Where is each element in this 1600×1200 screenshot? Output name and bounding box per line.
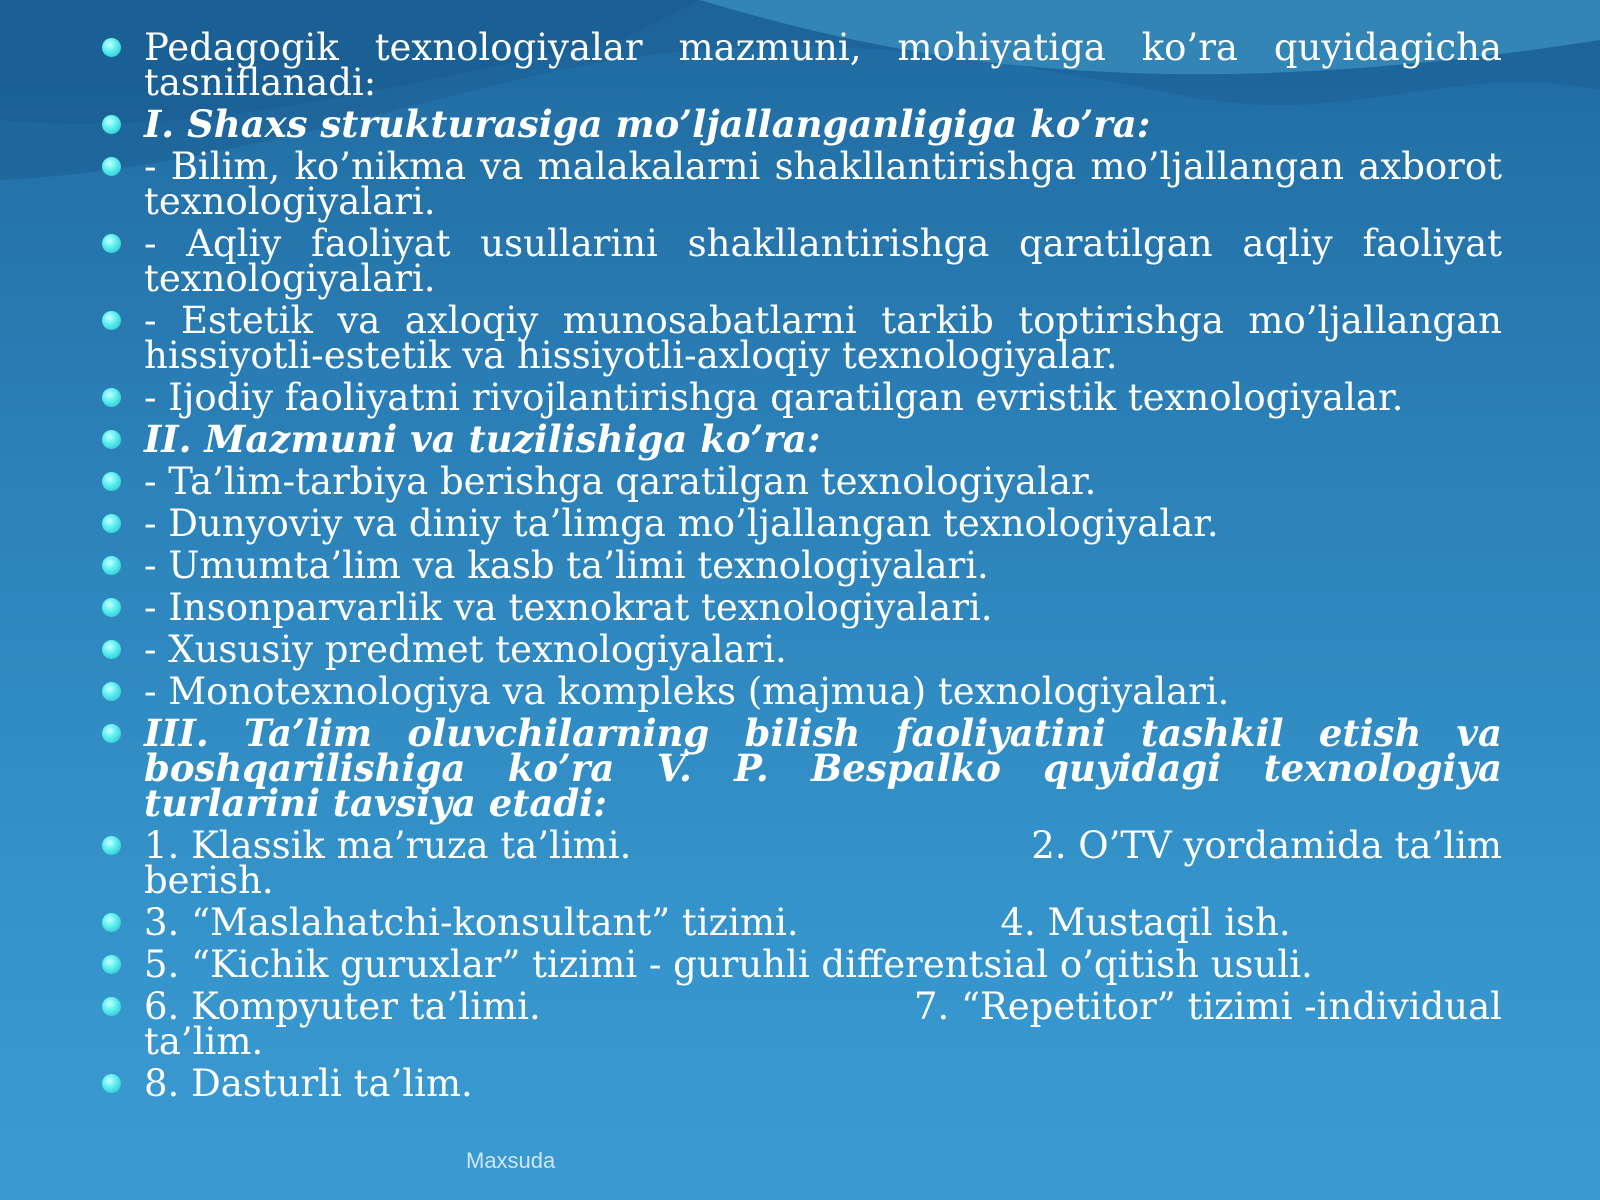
- bullet-icon: [102, 598, 121, 617]
- list-item: Pedagogik texnologiyalar mazmuni, mohiyatiga ko’ra quyidagicha tasniflanadi:: [100, 30, 1502, 100]
- list-item: - Xususiy predmet texnologiyalari.: [100, 632, 1502, 667]
- list-item: - Aqliy faoliyat usullarini shakllantirishga qaratilgan aqliy faoliyat texnologiyalari.: [100, 226, 1502, 296]
- bullet-icon: [102, 556, 121, 575]
- bullet-icon: [102, 836, 121, 855]
- list-item: 5. “Kichik guruxlar” tizimi - guruhli differentsial o’qitish usuli.: [100, 947, 1502, 982]
- list-item: - Umumta’lim va kasb ta’limi texnologiyalari.: [100, 548, 1502, 583]
- bullet-icon: [102, 234, 121, 253]
- footer-author: Maxsuda: [466, 1148, 556, 1173]
- bullet-icon: [102, 514, 121, 533]
- bullet-icon: [102, 913, 121, 932]
- list-item: - Ijodiy faoliyatni rivojlantirishga qaratilgan evristik texnologiyalar.: [100, 380, 1502, 415]
- slide-bullet-list: [100, 26, 1502, 1108]
- bullet-icon: [102, 724, 121, 743]
- list-item-pair: 1. Klassik ma’ruza ta’limi. 2. O’TV yordamida ta’lim: [144, 824, 1502, 867]
- section-heading: I. Shaxs strukturasiga mo’ljallanganligiga ko’ra:: [100, 107, 1502, 142]
- list-item: 8. Dasturli ta’lim.: [100, 1066, 1502, 1101]
- bullet-icon: [102, 472, 121, 491]
- bullet-icon: [102, 311, 121, 330]
- list-item: - Ta’lim-tarbiya berishga qaratilgan texnologiyalar.: [100, 464, 1502, 499]
- list-item: - Monotexnologiya va kompleks (majmua) texnologiyalari.: [100, 674, 1502, 709]
- section-heading: III. Ta’lim oluvchilarning bilish faoliyatini tashkil etish va boshqarilishiga ko’ra V. P. Bespalko quyidagi texnologiya turlarini tavsiya etadi:: [100, 716, 1502, 821]
- bullet-icon: [102, 955, 121, 974]
- list-item: - Bilim, ko’nikma va malakalarni shakllantirishga mo’ljallangan axborot texnologiyalari.: [100, 149, 1502, 219]
- bullet-icon: [102, 640, 121, 659]
- bullet-icon: [102, 430, 121, 449]
- list-item-pair: 6. Kompyuter ta’limi. 7. “Repetitor” tizimi -individual: [144, 985, 1502, 1028]
- bullet-icon: [102, 157, 121, 176]
- bullet-icon: [102, 682, 121, 701]
- list-item: - Estetik va axloqiy munosabatlarni tarkib toptirishga mo’ljallangan hissiyotli-estetik va hissiyotli-axloqiy texnologiyalar.: [100, 303, 1502, 373]
- bullet-icon: [102, 997, 121, 1016]
- bullet-icon: [102, 388, 121, 407]
- list-item: - Insonparvarlik va texnokrat texnologiyalari.: [100, 590, 1502, 625]
- bullet-icon: [102, 115, 121, 134]
- list-item: 6. Kompyuter ta’limi. 7. “Repetitor” tizimi -individual ta’lim.: [100, 989, 1502, 1059]
- bullet-icon: [102, 38, 121, 57]
- list-item: 3. “Maslahatchi-konsultant” tizimi. 4. Mustaqil ish.: [100, 905, 1502, 940]
- bullet-icon: [102, 1074, 121, 1093]
- section-heading: II. Mazmuni va tuzilishiga ko’ra:: [100, 422, 1502, 457]
- list-item: - Dunyoviy va diniy ta’limga mo’ljallangan texnologiyalar.: [100, 506, 1502, 541]
- list-item: 1. Klassik ma’ruza ta’limi. 2. O’TV yordamida ta’lim berish.: [100, 828, 1502, 898]
